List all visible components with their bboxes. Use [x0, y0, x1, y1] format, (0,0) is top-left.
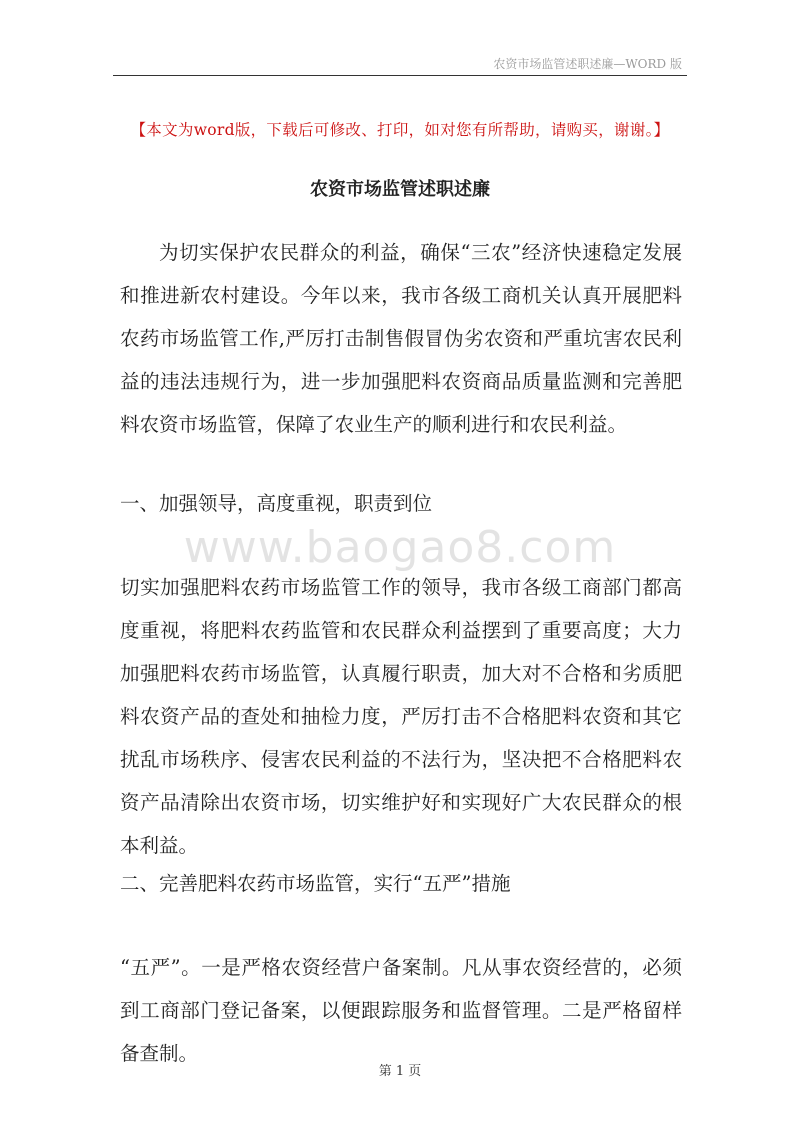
page-number: 第 1 页	[378, 1064, 422, 1079]
section-1-heading: 一、加强领导，高度重视，职责到位	[120, 492, 433, 515]
section-2-heading: 二、完善肥料农药市场监管，实行“五严”措施	[120, 872, 511, 895]
section-1-paragraph: 切实加强肥料农药市场监管工作的领导，我市各级工商部门都高度重视，将肥料农药监管和农民群众利益摆到了重要高度；大力加强肥料农药市场监管，认真履行职责，加大对不合格和劣质肥料农资产品的查处和抽检力度，严厉打击不合格肥料农资和其它扰乱市场秩序、侵害农民利益的不法行为，坚决把不合格肥料农资产品清除出农资市场，切实维护好和实现好广大农民群众的根本利益。	[120, 576, 682, 857]
section-2-paragraph: “五严”。一是严格农资经营户备案制。凡从事农资经营的，必须到工商部门登记备案，以便跟踪服务和监督管理。二是严格留样备查制。	[120, 956, 682, 1065]
document-title: 农资市场监管述职述廉	[310, 179, 490, 200]
header-divider	[113, 75, 687, 76]
page-header-title: 农资市场监管述职述廉—WORD 版	[493, 57, 682, 71]
download-notice: 【本文为word版，下载后可修改、打印，如对您有所帮助，请购买，谢谢。】	[130, 121, 670, 139]
intro-paragraph: 为切实保护农民群众的利益，确保“三农”经济快速稳定发展和推进新农村建设。今年以来，我市各级工商机关认真开展肥料农药市场监管工作,严厉打击制售假冒伪劣农资和严重坑害农民利益的违法违规行为，进一步加强肥料农资商品质量监测和完善肥料农资市场监管，保障了农业生产的顺利进行和农民利益。	[120, 241, 682, 436]
watermark: www.baogao8.com	[183, 522, 617, 573]
